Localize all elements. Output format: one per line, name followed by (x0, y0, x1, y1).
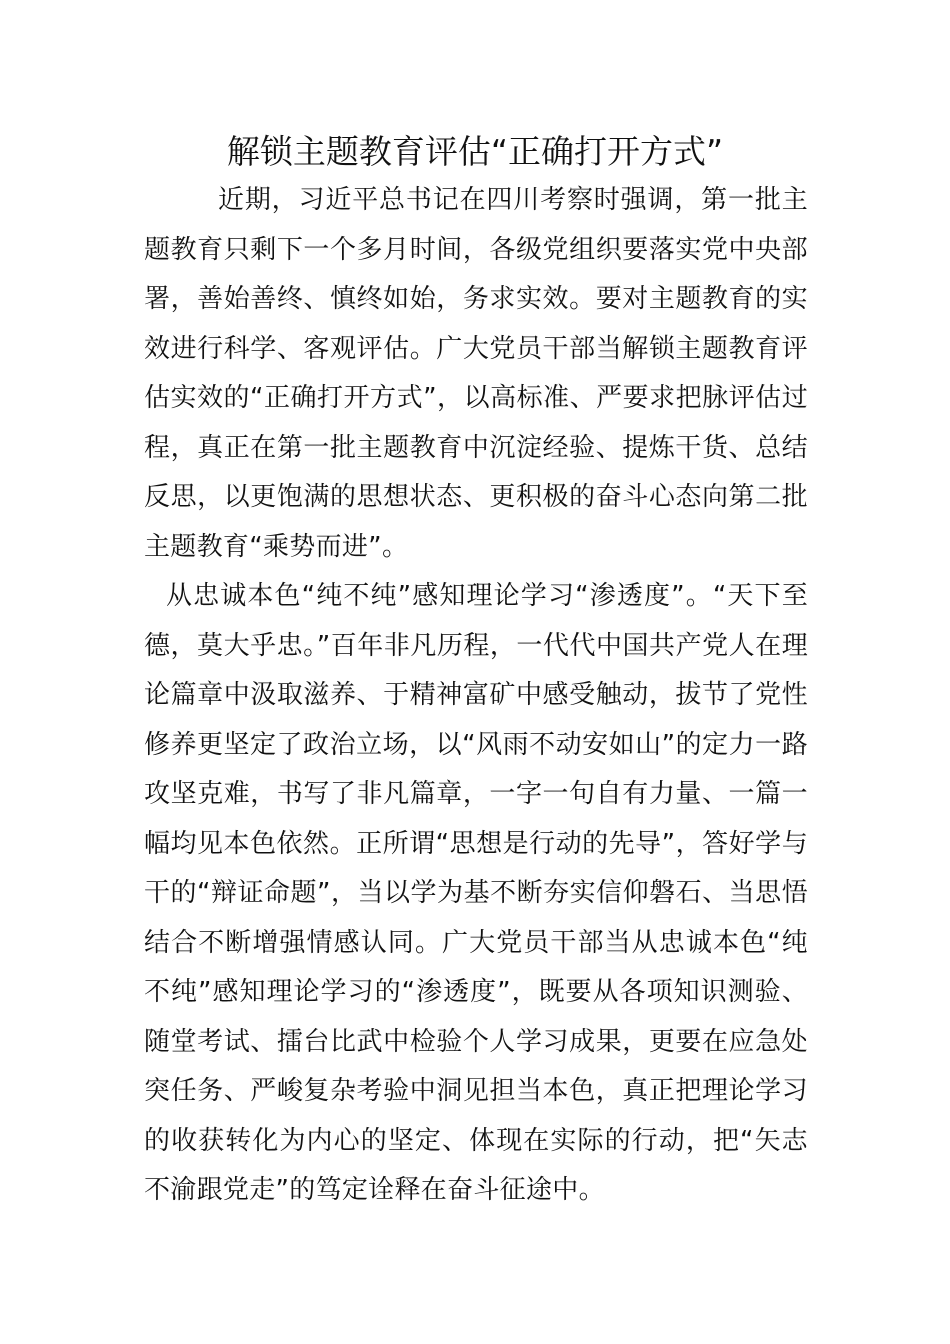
paragraph-2: 从忠诚本色“纯不纯”感知理论学习“渗透度”。“天下至德，莫大乎忠。”百年非凡历程，一代代中国共产党人在理论篇章中汲取滋养、于精神富矿中感受触动，拔节了党性修养更坚定了政治立场，以“风雨不动安如山”的定力一路攻坚克难，书写了非凡篇章，一字一句自有力量、一篇一幅均见本色依然。正所谓“思想是行动的先导”，答好学与干的“辩证命题”，当以学为基不断夯实信仰磐石、当思悟结合不断增强情感认同。广大党员干部当从忠诚本色“纯不纯”感知理论学习的“渗透度”，既要从各项知识测验、随堂考试、擂台比武中检验个人学习成果，更要在应急处突任务、严峻复杂考验中洞见担当本色，真正把理论学习的收获转化为内心的坚定、体现在实际的行动，把“矢志不渝跟党走”的笃定诠释在奋斗征途中。 (144, 581, 808, 1205)
document-body (144, 176, 808, 1216)
paragraph-1: 近期，习近平总书记在四川考察时强调，第一批主题教育只剩下一个多月时间，各级党组织要落实党中央部署，善始善终、慎终如始，务求实效。要对主题教育的实效进行科学、客观评估。广大党员干部当解锁主题教育评估实效的“正确打开方式”，以高标准、严要求把脉评估过程，真正在第一批主题教育中沉淀经验、提炼干货、总结反思，以更饱满的思想状态、更积极的奋斗心态向第二批主题教育“乘势而进”。 (144, 185, 808, 562)
document-title: 解锁主题教育评估“正确打开方式” (226, 132, 724, 171)
